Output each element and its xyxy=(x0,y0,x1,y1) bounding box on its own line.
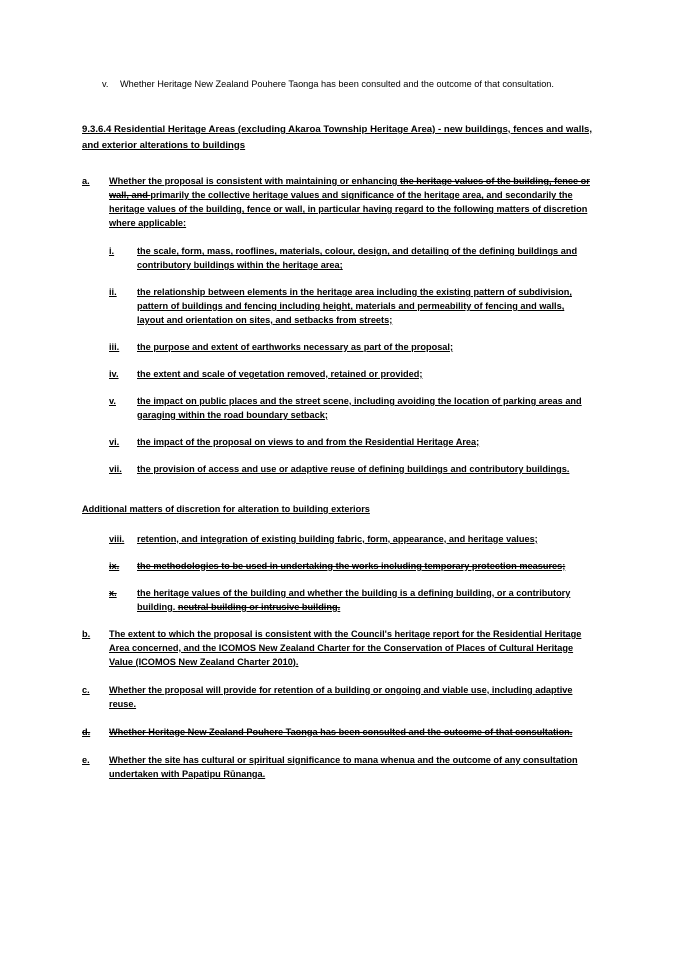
sub-item-ii xyxy=(82,286,593,328)
clause-d xyxy=(82,726,593,740)
sub-item-ix xyxy=(82,560,593,574)
clause-a-part1: Whether the proposal is consistent with maintaining or enhancing xyxy=(109,176,400,187)
sub-item-marker: viii. xyxy=(109,533,125,544)
section-heading: 9.3.6.4 Residential Heritage Areas (excluding Akaroa Township Heritage Area) - new buildings, fences and walls, and exterior alterations to buildings xyxy=(82,123,593,151)
clause-e xyxy=(82,754,593,782)
clause-a-struck-run: the heritage values of the building, fence or wall, and xyxy=(109,176,590,201)
sub-item-text: the extent and scale of vegetation removed, retained or provided; xyxy=(137,368,423,379)
sub-item-v xyxy=(82,395,593,423)
clause-a xyxy=(82,175,593,231)
sub-item-marker: ix. xyxy=(109,560,120,571)
clause-b-text: The extent to which the proposal is consistent with the Council's heritage report for the Residential Heritage Area concerned, and the ICOMOS New Zealand Charter for the Conservation of Places of Cultural Heritage Value (ICOMOS New Zealand Charter 2010). xyxy=(109,628,582,667)
sub-item-marker: x. xyxy=(109,587,117,598)
clause-b-marker: b. xyxy=(82,628,91,639)
sub-item-text: the methodologies to be used in undertaking the works including temporary protection measures; xyxy=(137,560,566,571)
sub-item-i xyxy=(82,245,593,273)
sub-item-marker: ii. xyxy=(109,286,117,297)
clause-c-text: Whether the proposal will provide for retention of a building or ongoing and viable use, including adaptive reuse. xyxy=(109,684,573,709)
sub-item-marker: v. xyxy=(109,395,116,406)
sub-item-text: the relationship between elements in the heritage area including the existing pattern of subdivision, pattern of buildings and fencing including height, materials and permeability of fencing and walls, layout and orientation on sites, and setbacks from streets; xyxy=(137,286,572,325)
sub-item-marker: vii. xyxy=(109,463,122,474)
sub-item-text xyxy=(137,587,593,615)
sub-item-x xyxy=(82,587,593,615)
sub-item-marker: i. xyxy=(109,245,115,256)
document-body xyxy=(82,78,593,782)
sub-item-marker: iv. xyxy=(109,368,119,379)
clause-d-marker: d. xyxy=(82,726,91,737)
sub-item-vii xyxy=(82,463,593,477)
clause-b xyxy=(82,628,593,670)
clause-a-marker: a. xyxy=(82,176,90,187)
sub-item-text: the impact of the proposal on views to and from the Residential Heritage Area; xyxy=(137,436,480,447)
list-item xyxy=(82,78,593,92)
sub-item-marker: vi. xyxy=(109,436,120,447)
clause-e-marker: e. xyxy=(82,754,90,765)
sub-item-iii xyxy=(82,341,593,355)
sub-item-viii xyxy=(82,533,593,547)
list-item-text: Whether Heritage New Zealand Pouhere Taonga has been consulted and the outcome of that consultation. xyxy=(120,79,554,89)
clause-a-text xyxy=(109,175,593,231)
sub-heading-additional-matters: Additional matters of discretion for alteration to building exteriors xyxy=(82,503,370,514)
sub-item-x-struck-run: neutral building or intrusive building. xyxy=(177,601,341,612)
sub-item-text: the purpose and extent of earthworks necessary as part of the proposal; xyxy=(137,341,454,352)
sub-item-text: the provision of access and use or adaptive reuse of defining buildings and contributory buildings. xyxy=(137,463,570,474)
clause-a-part2: primarily the collective heritage values and significance of the heritage area, and secondarily the heritage values of the building, fence or wall, in particular having regard to the following matters of discretion where applicable: xyxy=(109,190,588,228)
clause-e-text: Whether the site has cultural or spiritual significance to mana whenua and the outcome of any consultation undertaken with Papatipu Rūnanga. xyxy=(109,754,578,779)
clause-d-text: Whether Heritage New Zealand Pouhere Taonga has been consulted and the outcome of that consultation. xyxy=(109,726,573,737)
sub-item-marker: iii. xyxy=(109,341,120,352)
list-item-marker: v. xyxy=(102,79,109,89)
clause-c xyxy=(82,684,593,712)
sub-item-text: retention, and integration of existing building fabric, form, appearance, and heritage values; xyxy=(137,533,538,544)
sub-item-text: the scale, form, mass, rooflines, materials, colour, design, and detailing of the defining buildings and contributory buildings within the heritage area; xyxy=(137,245,578,270)
sub-item-text: the impact on public places and the street scene, including avoiding the location of parking areas and garaging within the road boundary setback; xyxy=(137,395,582,420)
clause-c-marker: c. xyxy=(82,684,90,695)
sub-item-x-kept: the heritage values of the building and whether the building is a defining building, or a contributory building. xyxy=(137,587,571,612)
sub-item-iv xyxy=(82,368,593,382)
sub-item-vi xyxy=(82,436,593,450)
